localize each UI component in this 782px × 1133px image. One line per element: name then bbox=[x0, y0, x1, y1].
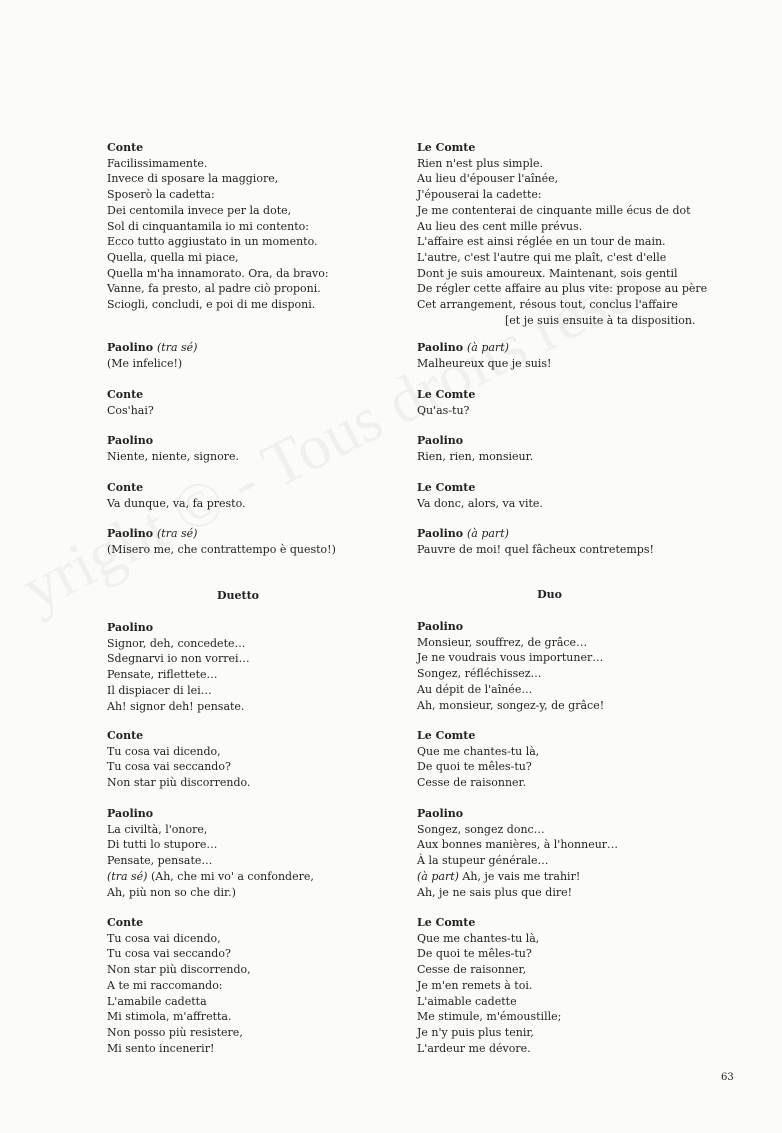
speaker-name bbox=[417, 140, 702, 156]
verse-line: Que me chantes-tu là, bbox=[417, 744, 540, 758]
verse-line: Di tutti lo stupore… bbox=[107, 838, 218, 852]
verse-line: Cet arrangement, résous tout, conclus l'affaire bbox=[417, 298, 678, 312]
speaker-label: Paolino bbox=[417, 807, 464, 820]
dialogue-block bbox=[107, 140, 357, 313]
verse-text: Ah, je vais me trahir! bbox=[458, 869, 581, 883]
verse-line: Sposerò la cadetta: bbox=[107, 188, 215, 202]
speaker-name bbox=[417, 619, 702, 635]
dialogue-block bbox=[417, 806, 702, 900]
dialogue-block bbox=[107, 433, 357, 464]
verse-line: Au lieu d'épouser l'aînée, bbox=[417, 172, 559, 186]
stage-direction: (à part) bbox=[466, 341, 509, 354]
speaker-label: Paolino bbox=[417, 434, 464, 447]
duetto-title: Duetto bbox=[216, 589, 260, 602]
speaker-name bbox=[107, 915, 357, 931]
speaker-label: Paolino bbox=[417, 527, 464, 540]
verse-line: Pauvre de moi! quel fâcheux contretemps! bbox=[417, 542, 654, 556]
speaker-label: Paolino bbox=[417, 620, 464, 633]
verse-line: Sdegnarvi io non vorrei… bbox=[107, 652, 250, 666]
speaker-label: Conte bbox=[107, 141, 144, 154]
verse-line: Au lieu des cent mille prévus. bbox=[417, 219, 583, 233]
verse-line: Tu cosa vai seccando? bbox=[107, 947, 231, 961]
verse-line: J'épouserai la cadette: bbox=[417, 188, 542, 202]
verse-line-continuation: [et je suis ensuite à ta disposition. bbox=[505, 313, 696, 327]
verse-line: Cos'hai? bbox=[107, 403, 154, 417]
speaker-label: Conte bbox=[107, 388, 144, 401]
dialogue-block bbox=[107, 728, 357, 791]
stage-direction: (à part) bbox=[466, 527, 509, 540]
verse-line: À la stupeur générale… bbox=[417, 854, 549, 868]
verse-line: Mi sento incenerir! bbox=[107, 1041, 215, 1055]
verse-line: Mi stimola, m'affretta. bbox=[107, 1010, 232, 1024]
verse-line: Je n'y puis plus tenir, bbox=[417, 1025, 534, 1039]
verse-line: Ecco tutto aggiustato in un momento. bbox=[107, 235, 318, 249]
dialogue-block bbox=[417, 140, 708, 328]
verse-line: Rien n'est plus simple. bbox=[417, 156, 544, 170]
speaker-name bbox=[107, 480, 357, 496]
verse-line: Quella m'ha innamorato. Ora, da bravo: bbox=[107, 266, 329, 280]
speaker-name bbox=[107, 728, 357, 744]
verse-line: A te mi raccomando: bbox=[107, 978, 223, 992]
verse-line: Invece di sposare la maggiore, bbox=[107, 172, 279, 186]
verse-line: Monsieur, souffrez, de grâce… bbox=[417, 635, 588, 649]
verse-line: De quoi te mêles-tu? bbox=[417, 760, 532, 774]
verse-line: Vanne, fa presto, al padre ciò proponi. bbox=[107, 282, 321, 296]
verse-line: Me stimule, m'émoustille; bbox=[417, 1010, 562, 1024]
verse-line: L'ardeur me dévore. bbox=[417, 1041, 531, 1055]
dialogue-block bbox=[417, 387, 702, 418]
verse-line: La civiltà, l'onore, bbox=[107, 822, 208, 836]
speaker-name bbox=[417, 526, 702, 542]
verse-line: Rien, rien, monsieur. bbox=[417, 449, 534, 463]
verse-line: Ah! signor deh! pensate. bbox=[107, 699, 245, 713]
speaker-name bbox=[107, 620, 357, 636]
verse-line: L'affaire est ainsi réglée en un tour de main. bbox=[417, 235, 666, 249]
speaker-label: Le Comte bbox=[417, 729, 476, 742]
verse-line: (Misero me, che contrattempo è questo!) bbox=[107, 542, 336, 556]
speaker-name bbox=[107, 806, 357, 822]
dialogue-block bbox=[417, 526, 702, 557]
stage-direction: (tra sé) bbox=[107, 869, 148, 883]
verse-line: Non star più discorrendo, bbox=[107, 963, 251, 977]
verse-line: Va donc, alors, va vite. bbox=[417, 496, 543, 510]
verse-line: (Me infelice!) bbox=[107, 356, 183, 370]
speaker-label: Paolino bbox=[417, 341, 464, 354]
speaker-name bbox=[107, 433, 357, 449]
verse-line: Tu cosa vai dicendo, bbox=[107, 931, 221, 945]
speaker-name bbox=[417, 915, 702, 931]
verse-line: Quella, quella mi piace, bbox=[107, 250, 239, 264]
verse-line: Tu cosa vai dicendo, bbox=[107, 744, 221, 758]
verse-line: Je ne voudrais vous importuner… bbox=[417, 651, 604, 665]
verse-line: Va dunque, va, fa presto. bbox=[107, 496, 246, 510]
dialogue-block bbox=[107, 620, 357, 714]
dialogue-block bbox=[417, 619, 702, 713]
verse-line: Ah, più non so che dir.) bbox=[107, 885, 236, 899]
dialogue-block bbox=[417, 433, 702, 464]
verse-line: Songez, songez donc… bbox=[417, 822, 545, 836]
dialogue-block bbox=[417, 915, 702, 1056]
verse-line: Sciogli, concludi, e poi di me disponi. bbox=[107, 298, 316, 312]
verse-line: Cesse de raisonner, bbox=[417, 963, 527, 977]
verse-line: Non star più discorrendo. bbox=[107, 776, 251, 790]
speaker-label: Conte bbox=[107, 916, 144, 929]
verse-line bbox=[107, 869, 357, 885]
verse-line: Je m'en remets à toi. bbox=[417, 978, 533, 992]
dialogue-block bbox=[107, 526, 357, 557]
dialogue-block bbox=[107, 340, 357, 371]
verse-line: L'amabile cadetta bbox=[107, 994, 207, 1008]
speaker-name bbox=[417, 340, 702, 356]
speaker-name bbox=[417, 387, 702, 403]
dialogue-block bbox=[107, 806, 357, 900]
speaker-label: Paolino bbox=[107, 434, 154, 447]
speaker-label: Le Comte bbox=[417, 481, 476, 494]
verse-line: Dont je suis amoureux. Maintenant, sois gentil bbox=[417, 266, 678, 280]
stage-direction: (tra sé) bbox=[156, 341, 198, 354]
speaker-label: Paolino bbox=[107, 621, 154, 634]
verse-line: Ah, monsieur, songez-y, de grâce! bbox=[417, 698, 605, 712]
verse-line: L'aimable cadette bbox=[417, 994, 517, 1008]
stage-direction: (à part) bbox=[417, 869, 459, 883]
verse-line: L'autre, c'est l'autre qui me plaît, c'est d'elle bbox=[417, 250, 667, 264]
speaker-label: Le Comte bbox=[417, 388, 476, 401]
speaker-name bbox=[417, 433, 702, 449]
verse-line: De régler cette affaire au plus vite: propose au père bbox=[417, 282, 708, 296]
dialogue-block bbox=[107, 915, 357, 1056]
dialogue-block bbox=[417, 480, 702, 511]
verse-line: Facilissimamente. bbox=[107, 156, 208, 170]
verse-line: Dei centomila invece per la dote, bbox=[107, 203, 292, 217]
verse-line: Niente, niente, signore. bbox=[107, 449, 239, 463]
stage-direction: (tra sé) bbox=[156, 527, 198, 540]
speaker-name bbox=[417, 728, 702, 744]
speaker-name bbox=[107, 387, 357, 403]
verse-line: Je me contenterai de cinquante mille écus de dot bbox=[417, 203, 691, 217]
page-number: 63 bbox=[721, 1072, 734, 1083]
verse-line: Ah, je ne sais plus que dire! bbox=[417, 885, 573, 899]
verse-text: (Ah, che mi vo' a confondere, bbox=[147, 869, 314, 883]
dialogue-block bbox=[417, 340, 702, 371]
verse-line: De quoi te mêles-tu? bbox=[417, 947, 532, 961]
verse-line: Non posso più resistere, bbox=[107, 1025, 243, 1039]
speaker-name bbox=[417, 480, 702, 496]
speaker-label: Paolino bbox=[107, 527, 154, 540]
dialogue-block bbox=[417, 728, 702, 791]
dialogue-block bbox=[107, 480, 357, 511]
speaker-label: Le Comte bbox=[417, 141, 476, 154]
verse-line: Malheureux que je suis! bbox=[417, 356, 552, 370]
verse-line: Au dépit de l'aînée… bbox=[417, 682, 533, 696]
verse-line: Cesse de raisonner. bbox=[417, 776, 527, 790]
speaker-label: Paolino bbox=[107, 341, 154, 354]
verse-line: Aux bonnes manières, à l'honneur… bbox=[417, 838, 619, 852]
speaker-name bbox=[107, 340, 357, 356]
speaker-label: Le Comte bbox=[417, 916, 476, 929]
verse-line: Que me chantes-tu là, bbox=[417, 931, 540, 945]
verse-line: Signor, deh, concedete… bbox=[107, 636, 246, 650]
verse-line bbox=[417, 869, 702, 885]
speaker-name bbox=[107, 526, 357, 542]
dialogue-block bbox=[107, 387, 357, 418]
verse-line: Tu cosa vai seccando? bbox=[107, 760, 231, 774]
duo-title: Duo bbox=[537, 588, 562, 601]
verse-line: Songez, réfléchissez… bbox=[417, 667, 542, 681]
speaker-label: Paolino bbox=[107, 807, 154, 820]
speaker-label: Conte bbox=[107, 481, 144, 494]
speaker-name bbox=[107, 140, 357, 156]
verse-line: Il dispiacer di lei… bbox=[107, 683, 212, 697]
verse-line: Pensate, pensate… bbox=[107, 854, 213, 868]
speaker-label: Conte bbox=[107, 729, 144, 742]
verse-line: Pensate, riflettete… bbox=[107, 668, 218, 682]
verse-line: Sol di cinquantamila io mi contento: bbox=[107, 219, 309, 233]
verse-line: Qu'as-tu? bbox=[417, 403, 470, 417]
speaker-name bbox=[417, 806, 702, 822]
